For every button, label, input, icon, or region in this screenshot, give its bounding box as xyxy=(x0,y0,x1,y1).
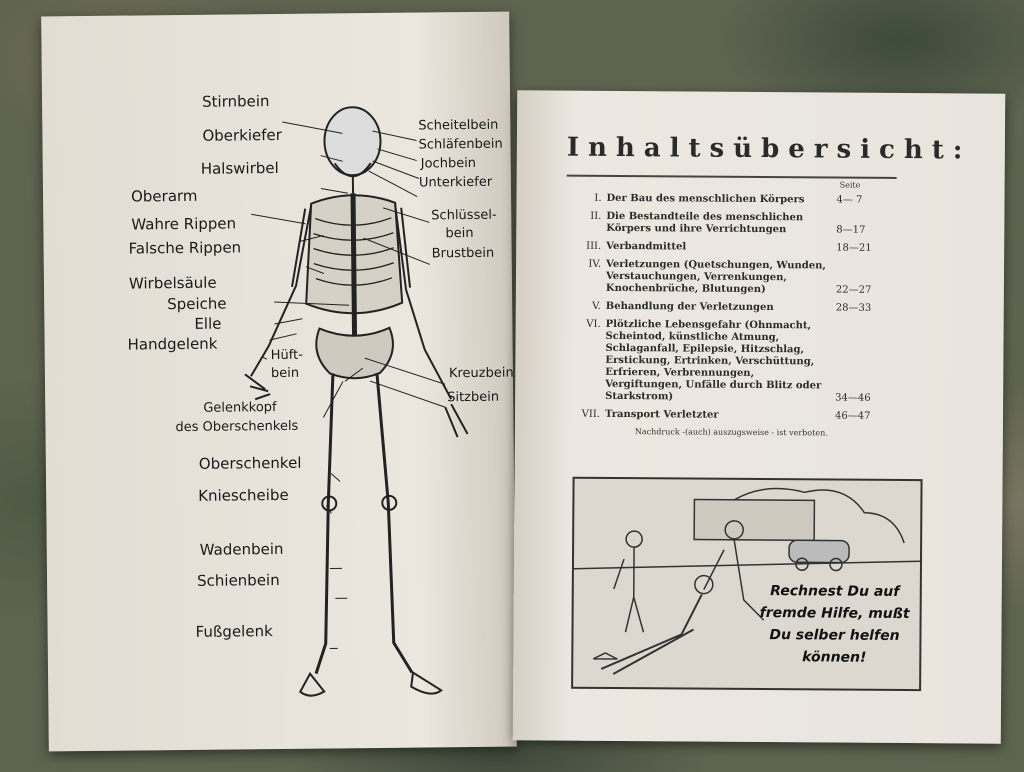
label-handgelenk: Handgelenk xyxy=(127,334,218,354)
toc-number: IV. xyxy=(588,258,602,270)
label-halswirbel: Halswirbel xyxy=(200,158,279,178)
toc-number: VI. xyxy=(586,318,601,330)
left-page xyxy=(41,12,517,752)
toc-pages: 4— 7 xyxy=(836,194,863,206)
label-schluessel-bein: bein xyxy=(445,225,474,242)
label-oberarm: Oberarm xyxy=(130,186,198,206)
label-falsche-rippen: Falsche Rippen xyxy=(128,238,242,258)
label-speiche: Speiche xyxy=(167,294,227,314)
label-unterkiefer: Unterkiefer xyxy=(418,174,493,191)
toc-title: Inhaltsübersicht: xyxy=(566,132,972,166)
label-hueft: Hüft- xyxy=(270,347,303,364)
toc-entry xyxy=(566,301,896,315)
label-oberschenkel: Oberschenkel xyxy=(198,453,302,473)
label-wirbelsaeule: Wirbelsäule xyxy=(128,273,217,293)
label-sitzbein: Sitzbein xyxy=(447,389,500,406)
toc-number: I. xyxy=(594,192,602,204)
label-schluessel: Schlüssel- xyxy=(431,207,497,224)
label-kreuzbein: Kreuzbein xyxy=(448,365,514,382)
toc-text: Die Bestandteile des menschlichen Körpers und ihre Verrichtungen xyxy=(606,210,804,236)
label-wahre-rippen: Wahre Rippen xyxy=(131,214,237,234)
toc-pages: 18—21 xyxy=(836,242,872,254)
label-schlaefenbein: Schläfenbein xyxy=(418,136,503,153)
label-schienbein: Schienbein xyxy=(196,571,280,590)
label-brustbein: Brustbein xyxy=(431,245,495,262)
toc-pages: 28—33 xyxy=(835,302,872,314)
toc-text: Behandlung der Verletzungen xyxy=(605,300,774,314)
toc-pages: 8—17 xyxy=(836,224,866,236)
toc-number: II. xyxy=(590,210,602,222)
label-des-oberschenkels: des Oberschenkels xyxy=(175,418,299,436)
label-elle: Elle xyxy=(194,314,222,333)
label-hueft-bein: bein xyxy=(270,365,300,382)
label-kniescheibe: Kniescheibe xyxy=(198,485,289,505)
toc-text: Plötzliche Lebensgefahr (Ohnmacht, Scheintod, künstliche Atmung, Schlaganfall, Epilepsie, Hitzschlag, Erstickung, Ertrinken, Verschüttung, Erfrieren, Verbrennungen, Vergiftungen, Unfälle durch Blitz oder Starkstrom) xyxy=(605,318,822,403)
toc-pages: 34—46 xyxy=(835,392,871,404)
label-jochbein: Jochbein xyxy=(420,155,477,172)
toc-text: Transport Verletzter xyxy=(604,408,719,421)
toc-number: V. xyxy=(592,300,601,312)
first-aid-illustration xyxy=(571,477,922,691)
toc-entry xyxy=(566,241,896,255)
label-gelenkkopf: Gelenkkopf xyxy=(203,400,277,416)
toc-number: III. xyxy=(586,240,602,252)
toc-text: Verletzungen (Quetschungen, Wunden, Verstauchungen, Verrenkungen, Knochenbrüche, Blutungen) xyxy=(605,258,826,296)
title-rule xyxy=(567,175,897,179)
label-oberkiefer: Oberkiefer xyxy=(202,125,282,145)
toc-entry xyxy=(566,259,896,297)
label-wadenbein: Wadenbein xyxy=(199,539,284,559)
right-page xyxy=(513,90,1006,743)
toc-entry xyxy=(566,211,896,237)
toc-pages: 22—27 xyxy=(835,284,872,296)
toc-entry xyxy=(565,409,895,423)
toc-number: VII. xyxy=(581,408,601,420)
toc-pages: 46—47 xyxy=(834,410,871,422)
toc-entry xyxy=(565,319,896,405)
seite-label: Seite xyxy=(839,180,861,190)
toc-text: Verbandmittel xyxy=(606,240,687,253)
label-scheitelbein: Scheitelbein xyxy=(418,117,499,134)
toc-list xyxy=(565,193,897,438)
toc-entry xyxy=(566,193,896,207)
illustration-caption: Rechnest Du auf fremde Hilfe, mußt Du selber helfen können! xyxy=(759,583,910,666)
label-fussgelenk: Fußgelenk xyxy=(195,622,273,641)
label-stirnbein: Stirnbein xyxy=(201,92,270,111)
reprint-note: Nachdruck -(auch) auszugsweise - ist verboten. xyxy=(634,427,828,438)
toc-text: Der Bau des menschlichen Körpers xyxy=(606,192,805,206)
